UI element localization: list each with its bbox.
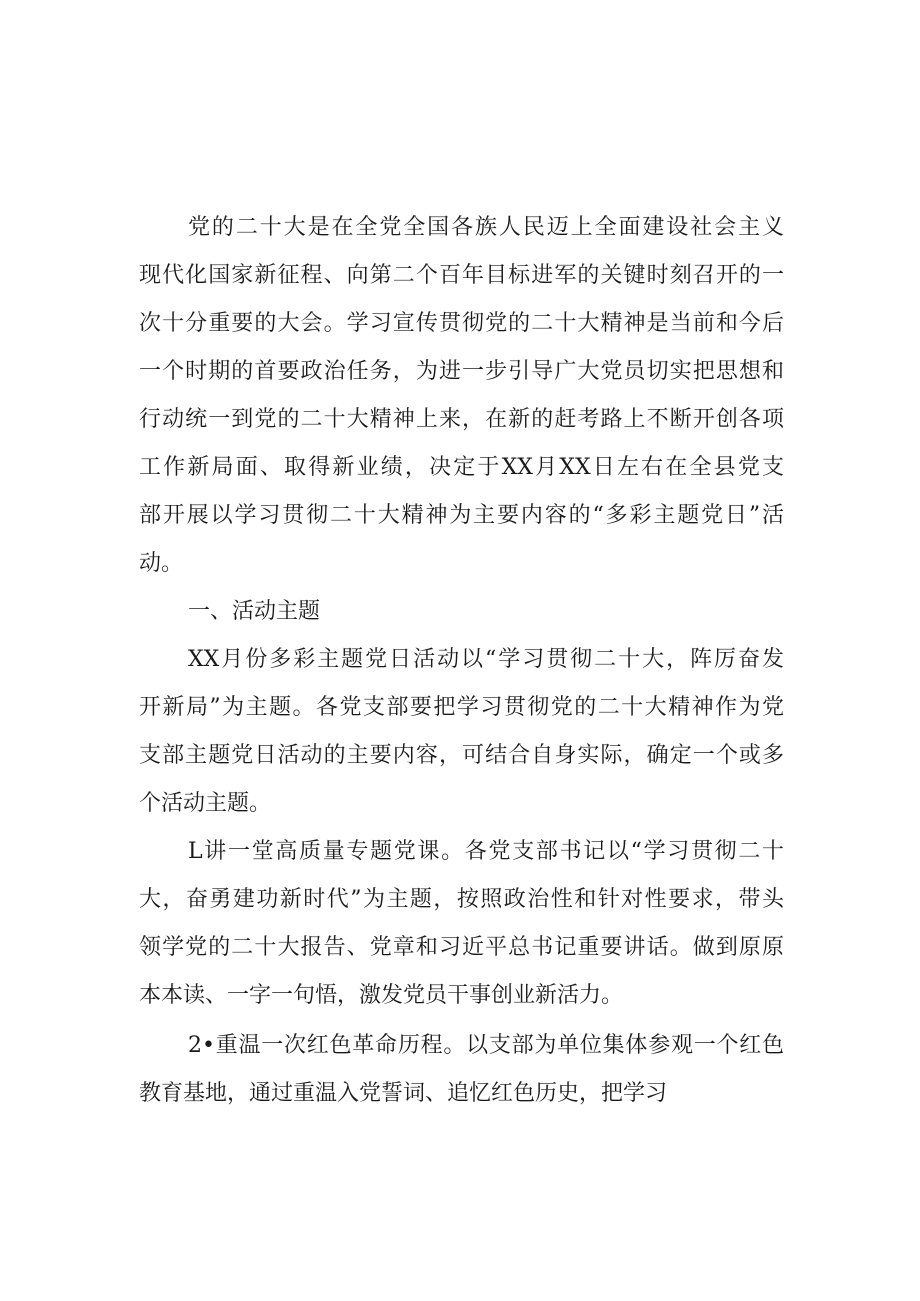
text-line: 本本读、一字一句悟，激发党员干事创业新活力。	[139, 983, 624, 1008]
text-line: 部开展以学习贯彻二十大精神为主要内容的“多彩主题党日”活	[139, 503, 784, 528]
text-line: 动。	[139, 551, 184, 576]
text-line: 个活动主题。	[139, 791, 272, 816]
text-line: 领学党的二十大报告、党章和习近平总书记重要讲话。做到原原	[139, 935, 784, 960]
text-line: 一个时期的首要政治任务，为进一步引导广大党员切实把思想和	[139, 359, 784, 384]
text-line: 2•重温一次红色革命历程。以支部为单位集体参观一个红色	[188, 1033, 784, 1058]
text-line: 次十分重要的大会。学习宣传贯彻党的二十大精神是当前和今后	[139, 311, 784, 336]
text-line: L讲一堂高质量专题党课。各党支部书记以“学习贯彻二十	[188, 839, 784, 864]
text-line: 行动统一到党的二十大精神上来，在新的赶考路上不断开创各项	[139, 407, 784, 432]
text-line: 现代化国家新征程、向第二个百年目标进军的关键时刻召开的一	[139, 263, 784, 288]
text-line: 教育基地，通过重温入党誓词、追忆红色历史，把学习	[139, 1081, 668, 1106]
text-line: 开新局”为主题。各党支部要把学习贯彻党的二十大精神作为党	[139, 695, 784, 720]
text-line: 大，奋勇建功新时代”为主题，按照政治性和针对性要求，带头	[139, 887, 784, 912]
text-line: 工作新局面、取得新业绩，决定于XX月XX日左右在全县党支	[139, 455, 784, 480]
text-line: XX月份多彩主题党日活动以“学习贯彻二十大，阵厉奋发	[188, 647, 784, 672]
heading-text: 一、活动主题	[188, 599, 321, 624]
text-line: 支部主题党日活动的主要内容，可结合自身实际，确定一个或多	[139, 743, 784, 768]
text-line: 党的二十大是在全党全国各族人民迈上全面建设社会主义	[188, 215, 784, 240]
